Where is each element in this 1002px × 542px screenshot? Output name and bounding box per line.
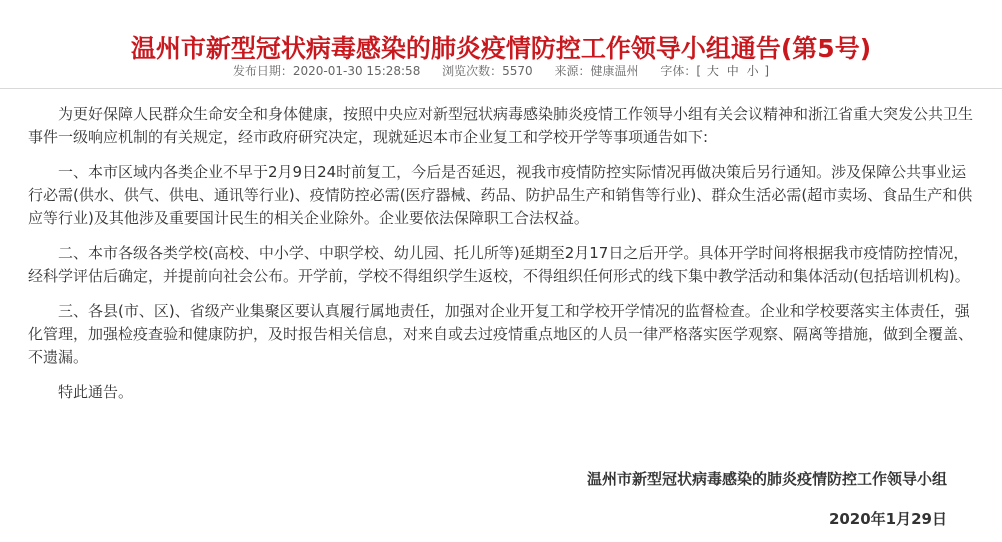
paragraph-intro: 为更好保障人民群众生命安全和身体健康，按照中央应对新型冠状病毒感染肺炎疫情工作领导小组有关会议精神和浙江省重大突发公共卫生事件一级响应机制的有关规定，经市政府研究决定，现就延迟本市企业复工和学校开学等事项通告如下:	[28, 105, 974, 146]
paragraph-responsibility: 三、各县(市、区)、省级产业集聚区要认真履行属地责任，加强对企业开复工和学校开学情况的监督检查。企业和学校要落实主体责任，强化管理，加强检疫查验和健康防护，及时报告相关信息，对来自或去过疫情重点地区的人员一律严格落实医学观察、隔离等措施，做到全覆盖、不遗漏。	[28, 302, 974, 366]
font-size-switcher	[660, 64, 769, 78]
paragraph-closing: 特此通告。	[58, 383, 134, 401]
font-size-label: 字体：[	[660, 64, 702, 78]
publish-date: 发布日期：2020-01-30 15:28:58	[232, 64, 421, 78]
article-title: 温州市新型冠状病毒感染的肺炎疫情防控工作领导小组通告(第5号)	[130, 33, 872, 63]
view-count: 浏览次数：5570	[442, 64, 533, 78]
header-divider	[0, 88, 1002, 89]
font-small-link[interactable]: 小	[746, 64, 759, 78]
issue-date: 2020年1月29日	[828, 510, 947, 528]
article-meta	[0, 62, 1002, 80]
issuer-signature: 温州市新型冠状病毒感染的肺炎疫情防控工作领导小组	[586, 470, 947, 488]
article-source: 来源：健康温州	[554, 64, 639, 78]
font-large-link[interactable]: 大	[706, 64, 719, 78]
font-size-close: ]	[764, 64, 770, 78]
paragraph-schools: 二、本市各级各类学校(高校、中小学、中职学校、幼儿园、托儿所等)延期至2月17日之后开学。具体开学时间将根据我市疫情防控情况，经科学评估后确定，并提前向社会公布。开学前，学校不得组织学生返校，不得组织任何形式的线下集中教学活动和集体活动(包括培训机构)。	[28, 244, 970, 285]
article-body	[28, 103, 974, 416]
font-medium-link[interactable]: 中	[726, 64, 739, 78]
paragraph-enterprises: 一、本市区域内各类企业不早于2月9日24时前复工，今后是否延迟，视我市疫情防控实际情况再做决策后另行通知。涉及保障公共事业运行必需(供水、供气、供电、通讯等行业)、疫情防控必需(医疗器械、药品、防护品生产和销售等行业)、群众生活必需(超市卖场、食品生产和供应等行业)及其他涉及重要国计民生的相关企业除外。企业要依法保障职工合法权益。	[28, 163, 973, 227]
